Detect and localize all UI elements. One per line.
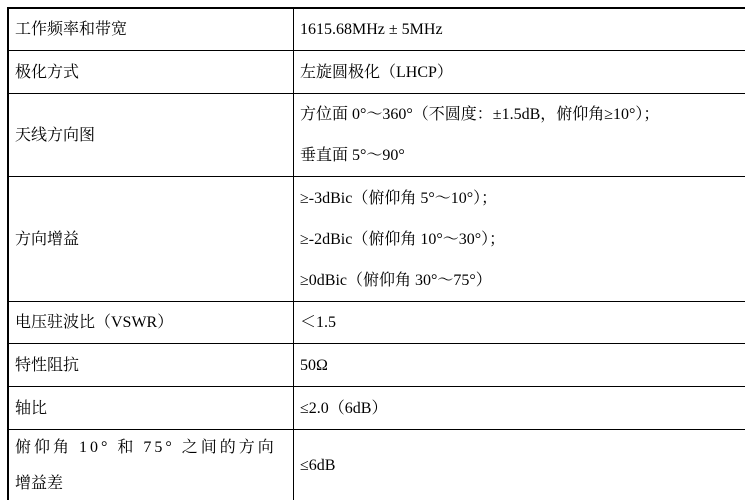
cell-line: 特性阻抗 [15, 356, 80, 374]
spec-value-cell [294, 177, 745, 302]
spec-value-cell [294, 8, 745, 51]
table-row [8, 8, 745, 51]
spec-label-cell [8, 177, 294, 302]
spec-value-cell [294, 51, 745, 94]
table-row [8, 51, 745, 94]
cell-line: ＜1.5 [300, 314, 337, 331]
spec-table [7, 7, 745, 500]
spec-label-cell [8, 387, 294, 430]
cell-line: 工作频率和带宽 [15, 21, 128, 38]
cell-line: 1615.68MHz ± 5MHz [300, 21, 443, 38]
spec-value-cell [294, 94, 745, 177]
cell-line: ≤6dB [300, 457, 336, 474]
spec-value-cell [294, 302, 745, 344]
spec-label-cell [8, 302, 294, 344]
cell-line: 垂直面 5°～90° [300, 147, 405, 164]
spec-label-cell [8, 430, 294, 500]
cell-line: 方位面 0°～360°（不圆度：±1.5dB，俯仰角≥10°）； [300, 106, 660, 123]
spec-table-body [8, 8, 745, 500]
cell-line: 天线方向图 [15, 126, 96, 144]
cell-line: ≥0dBic（俯仰角 30°～75°） [300, 271, 492, 289]
spec-label-cell [8, 51, 294, 94]
spec-label-cell [8, 344, 294, 387]
spec-value-cell [294, 387, 745, 430]
cell-line: ≥-2dBic（俯仰角 10°～30°）； [300, 230, 506, 248]
cell-line: 左旋圆极化（LHCP） [300, 63, 453, 81]
cell-line: 50Ω [300, 356, 328, 374]
cell-line: 俯仰角 10° 和 75° 之间的方向 [15, 439, 277, 456]
cell-line: ≥-3dBic（俯仰角 5°～10°）； [300, 189, 498, 207]
spec-value-cell [294, 344, 745, 387]
cell-line: 极化方式 [15, 63, 80, 81]
table-row [8, 94, 745, 177]
cell-line: 轴比 [15, 399, 48, 417]
spec-value-cell [294, 430, 745, 500]
table-row [8, 344, 745, 387]
table-row [8, 430, 745, 500]
table-row [8, 177, 745, 302]
spec-label-cell [8, 94, 294, 177]
spec-label-cell [8, 8, 294, 51]
cell-line: 电压驻波比（VSWR） [15, 314, 174, 331]
table-row [8, 387, 745, 430]
table-row [8, 302, 745, 344]
cell-line: 方向增益 [15, 230, 80, 248]
cell-line: ≤2.0（6dB） [300, 399, 388, 417]
cell-line: 增益差 [15, 475, 64, 492]
